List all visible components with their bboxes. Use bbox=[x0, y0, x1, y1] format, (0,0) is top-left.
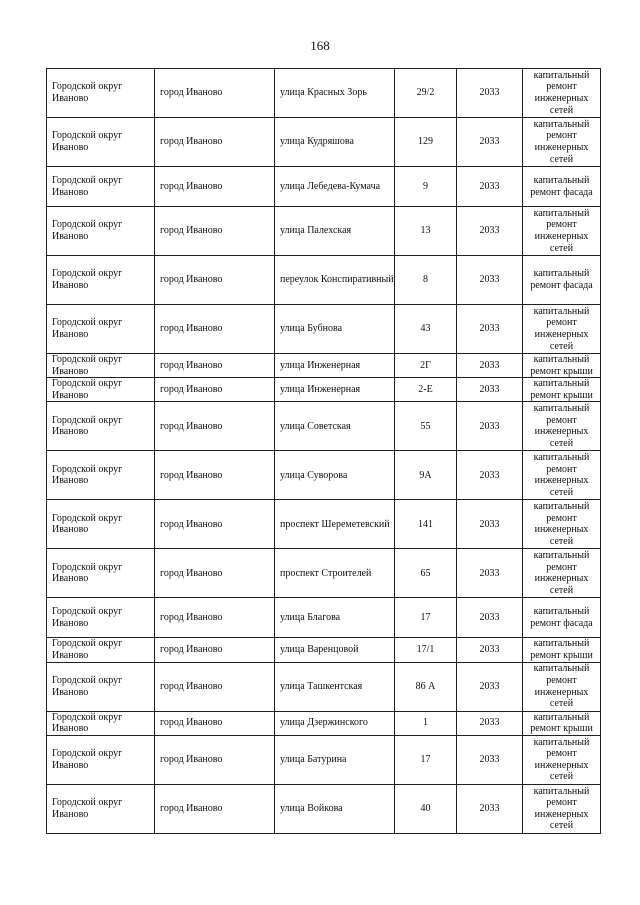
year-cell: 2033 bbox=[457, 638, 523, 662]
year-cell: 2033 bbox=[457, 402, 523, 451]
table-row bbox=[47, 500, 601, 549]
house-cell: 55 bbox=[395, 402, 457, 451]
table-row bbox=[47, 662, 601, 711]
house-cell: 17 bbox=[395, 598, 457, 638]
street-cell: улица Ташкентская bbox=[275, 662, 395, 711]
page-number: 168 bbox=[310, 38, 330, 53]
district-cell: Городской округ Иваново bbox=[47, 354, 155, 378]
year-cell: 2033 bbox=[457, 500, 523, 549]
district-cell: Городской округ Иваново bbox=[47, 735, 155, 784]
street-cell: улица Палехская bbox=[275, 207, 395, 256]
street-cell: улица Бубнова bbox=[275, 305, 395, 354]
year-cell: 2033 bbox=[457, 711, 523, 735]
district-cell: Городской округ Иваново bbox=[47, 549, 155, 598]
city-cell: город Иваново bbox=[155, 500, 275, 549]
house-cell: 9 bbox=[395, 167, 457, 207]
district-cell: Городской округ Иваново bbox=[47, 598, 155, 638]
city-cell: город Иваново bbox=[155, 711, 275, 735]
district-cell: Городской округ Иваново bbox=[47, 256, 155, 305]
work-type-cell: капитальный ремонт инженерных сетей bbox=[523, 451, 601, 500]
house-cell: 8 bbox=[395, 256, 457, 305]
table-row bbox=[47, 118, 601, 167]
house-cell: 86 А bbox=[395, 662, 457, 711]
table-row bbox=[47, 638, 601, 662]
table-row bbox=[47, 735, 601, 784]
house-cell: 29/2 bbox=[395, 69, 457, 118]
year-cell: 2033 bbox=[457, 378, 523, 402]
work-type-cell: капитальный ремонт инженерных сетей bbox=[523, 549, 601, 598]
table-row bbox=[47, 354, 601, 378]
city-cell: город Иваново bbox=[155, 735, 275, 784]
table-row bbox=[47, 549, 601, 598]
city-cell: город Иваново bbox=[155, 549, 275, 598]
work-type-cell: капитальный ремонт крыши bbox=[523, 638, 601, 662]
district-cell: Городской округ Иваново bbox=[47, 784, 155, 833]
district-cell: Городской округ Иваново bbox=[47, 69, 155, 118]
house-cell: 129 bbox=[395, 118, 457, 167]
work-type-cell: капитальный ремонт инженерных сетей bbox=[523, 735, 601, 784]
house-cell: 141 bbox=[395, 500, 457, 549]
year-cell: 2033 bbox=[457, 598, 523, 638]
work-type-cell: капитальный ремонт фасада bbox=[523, 598, 601, 638]
district-cell: Городской округ Иваново bbox=[47, 500, 155, 549]
street-cell: улица Кудряшова bbox=[275, 118, 395, 167]
city-cell: город Иваново bbox=[155, 69, 275, 118]
work-type-cell: капитальный ремонт инженерных сетей bbox=[523, 69, 601, 118]
district-cell: Городской округ Иваново bbox=[47, 378, 155, 402]
year-cell: 2033 bbox=[457, 354, 523, 378]
street-cell: улица Войкова bbox=[275, 784, 395, 833]
house-cell: 17 bbox=[395, 735, 457, 784]
house-cell: 40 bbox=[395, 784, 457, 833]
street-cell: улица Советская bbox=[275, 402, 395, 451]
work-type-cell: капитальный ремонт инженерных сетей bbox=[523, 662, 601, 711]
year-cell: 2033 bbox=[457, 735, 523, 784]
city-cell: город Иваново bbox=[155, 256, 275, 305]
house-cell: 9А bbox=[395, 451, 457, 500]
city-cell: город Иваново bbox=[155, 167, 275, 207]
table-row bbox=[47, 598, 601, 638]
table-row bbox=[47, 207, 601, 256]
year-cell: 2033 bbox=[457, 207, 523, 256]
city-cell: город Иваново bbox=[155, 402, 275, 451]
year-cell: 2033 bbox=[457, 451, 523, 500]
street-cell: проспект Шереметевский bbox=[275, 500, 395, 549]
year-cell: 2033 bbox=[457, 167, 523, 207]
year-cell: 2033 bbox=[457, 784, 523, 833]
work-type-cell: капитальный ремонт фасада bbox=[523, 256, 601, 305]
city-cell: город Иваново bbox=[155, 118, 275, 167]
city-cell: город Иваново bbox=[155, 305, 275, 354]
house-cell: 2-Е bbox=[395, 378, 457, 402]
table-row bbox=[47, 256, 601, 305]
table-row bbox=[47, 784, 601, 833]
repair-registry-table bbox=[46, 68, 601, 834]
work-type-cell: капитальный ремонт крыши bbox=[523, 378, 601, 402]
district-cell: Городской округ Иваново bbox=[47, 305, 155, 354]
street-cell: улица Варенцовой bbox=[275, 638, 395, 662]
work-type-cell: капитальный ремонт крыши bbox=[523, 354, 601, 378]
street-cell: улица Благова bbox=[275, 598, 395, 638]
work-type-cell: капитальный ремонт фасада bbox=[523, 167, 601, 207]
district-cell: Городской округ Иваново bbox=[47, 638, 155, 662]
work-type-cell: капитальный ремонт инженерных сетей bbox=[523, 500, 601, 549]
year-cell: 2033 bbox=[457, 69, 523, 118]
street-cell: улица Батурина bbox=[275, 735, 395, 784]
work-type-cell: капитальный ремонт крыши bbox=[523, 711, 601, 735]
table-row bbox=[47, 451, 601, 500]
district-cell: Городской округ Иваново bbox=[47, 711, 155, 735]
street-cell: улица Лебедева-Кумача bbox=[275, 167, 395, 207]
table-row bbox=[47, 711, 601, 735]
work-type-cell: капитальный ремонт инженерных сетей bbox=[523, 305, 601, 354]
street-cell: улица Инженерная bbox=[275, 378, 395, 402]
year-cell: 2033 bbox=[457, 256, 523, 305]
house-cell: 43 bbox=[395, 305, 457, 354]
city-cell: город Иваново bbox=[155, 378, 275, 402]
city-cell: город Иваново bbox=[155, 207, 275, 256]
work-type-cell: капитальный ремонт инженерных сетей bbox=[523, 402, 601, 451]
street-cell: переулок Конспиративный bbox=[275, 256, 395, 305]
work-type-cell: капитальный ремонт инженерных сетей bbox=[523, 784, 601, 833]
table-row bbox=[47, 69, 601, 118]
table-row bbox=[47, 305, 601, 354]
city-cell: город Иваново bbox=[155, 451, 275, 500]
street-cell: проспект Строителей bbox=[275, 549, 395, 598]
house-cell: 65 bbox=[395, 549, 457, 598]
table-row bbox=[47, 402, 601, 451]
work-type-cell: капитальный ремонт инженерных сетей bbox=[523, 207, 601, 256]
year-cell: 2033 bbox=[457, 662, 523, 711]
district-cell: Городской округ Иваново bbox=[47, 207, 155, 256]
city-cell: город Иваново bbox=[155, 598, 275, 638]
house-cell: 17/1 bbox=[395, 638, 457, 662]
district-cell: Городской округ Иваново bbox=[47, 402, 155, 451]
street-cell: улица Дзержинского bbox=[275, 711, 395, 735]
district-cell: Городской округ Иваново bbox=[47, 118, 155, 167]
district-cell: Городской округ Иваново bbox=[47, 167, 155, 207]
year-cell: 2033 bbox=[457, 305, 523, 354]
work-type-cell: капитальный ремонт инженерных сетей bbox=[523, 118, 601, 167]
house-cell: 1 bbox=[395, 711, 457, 735]
table-row bbox=[47, 378, 601, 402]
house-cell: 2Г bbox=[395, 354, 457, 378]
house-cell: 13 bbox=[395, 207, 457, 256]
city-cell: город Иваново bbox=[155, 638, 275, 662]
street-cell: улица Инженерная bbox=[275, 354, 395, 378]
city-cell: город Иваново bbox=[155, 354, 275, 378]
table-row bbox=[47, 167, 601, 207]
street-cell: улица Красных Зорь bbox=[275, 69, 395, 118]
city-cell: город Иваново bbox=[155, 662, 275, 711]
district-cell: Городской округ Иваново bbox=[47, 451, 155, 500]
street-cell: улица Суворова bbox=[275, 451, 395, 500]
city-cell: город Иваново bbox=[155, 784, 275, 833]
year-cell: 2033 bbox=[457, 549, 523, 598]
district-cell: Городской округ Иваново bbox=[47, 662, 155, 711]
year-cell: 2033 bbox=[457, 118, 523, 167]
